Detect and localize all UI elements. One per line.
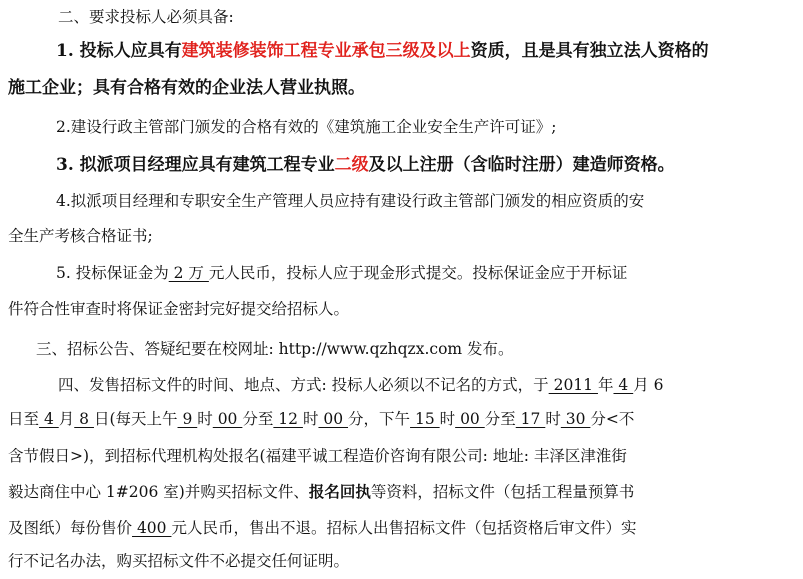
address-text: 毅达商住中心 1#206 室)并购买招标文件、 <box>8 483 309 501</box>
section-2-heading: 二、要求投标人必须具备: <box>58 8 234 26</box>
section-4-intro: 四、发售招标文件的时间、地点、方式: 投标人必须以不记名的方式，于 <box>58 376 549 394</box>
day-to-label: 日至 <box>8 410 40 428</box>
hour-label-2: 时 <box>302 410 319 428</box>
start-day: 6 <box>648 376 664 394</box>
requirement-5-line-2: 件符合性审查时将保证金密封完好提交给招标人。 <box>8 300 350 318</box>
hour-label-1: 时 <box>197 410 213 428</box>
requirement-1-qualification-highlight: 建筑装修装饰工程专业承包三级及以上 <box>181 41 471 61</box>
requirement-3-suffix: 及以上注册（含临时注册）建造师资格。 <box>368 155 675 175</box>
requirement-5-prefix: 5. 投标保证金为 <box>56 264 169 282</box>
line-2-end: 分<不 <box>590 410 635 428</box>
requirement-4-line-1: 4.拟派项目经理和专职安全生产管理人员应持有建设行政主管部门颁发的相应资质的安 <box>56 192 645 210</box>
requirement-1-suffix: 资质，且是具有独立法人资格的 <box>470 41 709 61</box>
am-start-hour: 9 <box>177 410 198 428</box>
pm-start-minute: 00 <box>455 410 485 428</box>
am-start-minute: 00 <box>212 410 243 428</box>
minute-to-label-1: 分至 <box>242 410 274 428</box>
registration-receipt-highlight: 报名回执 <box>308 482 371 501</box>
year-label: 年 <box>597 376 614 394</box>
section-4-line-1 <box>58 374 664 396</box>
section-3-website: 三、招标公告、答疑纪要在校网址: http://www.qzhqzx.com 发布。 <box>36 340 514 358</box>
materials-text: 等资料，招标文件（包括工程量预算书 <box>370 483 635 501</box>
end-month: 4 <box>39 410 59 428</box>
document-price: 400 <box>132 519 172 537</box>
hour-label-4: 时 <box>545 410 561 428</box>
afternoon-label: 分，下午 <box>348 410 411 428</box>
end-day: 8 <box>74 410 94 428</box>
section-4-line-6: 行不记名办法，购买招标文件不必提交任何证明。 <box>8 552 350 570</box>
section-4-line-3: 含节假日>)，到招标代理机构处报名(福建平诚工程造价咨询有限公司: 地址: 丰泽区津淮街 <box>8 447 627 465</box>
hour-label-3: 时 <box>439 410 456 428</box>
requirement-5-suffix: 元人民币，投标人应于现金形式提交。投标保证金应于开标证 <box>208 264 628 282</box>
month-label-2: 月 <box>58 410 75 428</box>
requirement-1-prefix: 1. 投标人应具有 <box>56 41 182 61</box>
requirement-3-prefix: 3. 拟派项目经理应具有建筑工程专业 <box>56 155 335 175</box>
month-label: 月 <box>633 376 649 394</box>
minute-to-label-2: 分至 <box>484 410 516 428</box>
requirement-1-line-2: 施工企业；具有合格有效的企业法人营业执照。 <box>8 78 365 98</box>
pm-start-hour: 15 <box>410 410 440 428</box>
requirement-1-line-1 <box>56 40 709 62</box>
deposit-amount: 2 万 <box>168 264 209 282</box>
start-year: 2011 <box>548 376 598 394</box>
price-prefix: 及图纸）每份售价 <box>8 519 133 537</box>
section-4-line-4 <box>8 481 634 503</box>
section-4-line-2 <box>8 408 634 430</box>
requirement-4-line-2: 全生产考核合格证书; <box>8 227 153 245</box>
requirement-3-grade-highlight: 二级 <box>334 155 369 175</box>
start-month: 4 <box>613 376 634 394</box>
requirement-3 <box>56 154 675 176</box>
requirement-2: 2.建设行政主管部门颁发的合格有效的《建筑施工企业安全生产许可证》; <box>56 118 557 136</box>
morning-label: 日(每天上午 <box>93 410 178 428</box>
pm-end-hour: 17 <box>515 410 546 428</box>
pm-end-minute: 30 <box>560 410 591 428</box>
requirement-5-line-1 <box>56 262 627 284</box>
price-suffix: 元人民币，售出不退。招标人出售招标文件（包括资格后审文件）实 <box>171 519 637 537</box>
am-end-minute: 00 <box>318 410 349 428</box>
am-end-hour: 12 <box>273 410 303 428</box>
section-4-line-5 <box>8 517 636 539</box>
